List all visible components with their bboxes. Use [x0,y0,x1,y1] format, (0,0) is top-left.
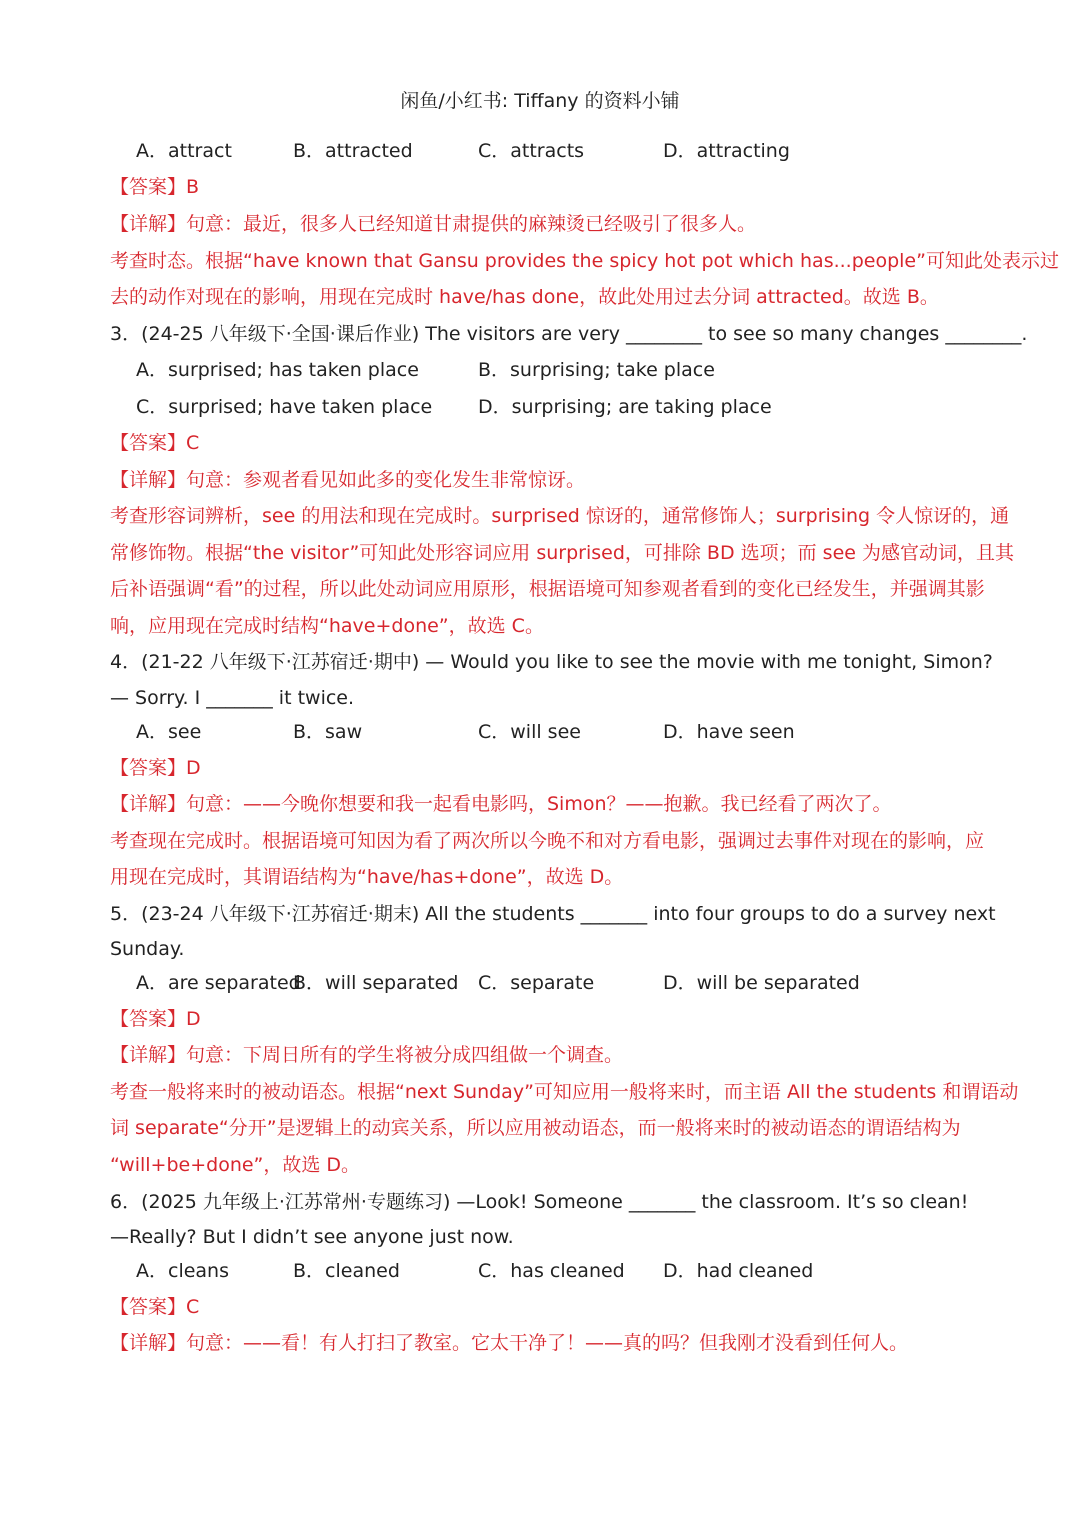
q5-explain-line: 词 separate“分开”是逻辑上的动宾关系，所以应用被动语态，而一般将来时的被动语态的谓语结构为 [110,1117,961,1139]
q2-answer: 【答案】B [110,176,200,198]
q5-detail: 【详解】句意：下周日所有的学生将被分成四组做一个调查。 [110,1044,624,1066]
q3-stem: 3．(24-25 八年级下·全国·课后作业) The visitors are very ________ to see so many changes ________. [110,323,1028,345]
q4-stem: 4．(21-22 八年级下·江苏宿迁·期中) — Would you like to see the movie with me tonight, Simon? [110,651,993,673]
q6-answer: 【答案】C [110,1296,200,1318]
page-header: 闲鱼/小红书: Tiffany 的资料小铺 [400,90,680,112]
q3-explain-line: 后补语强调“看”的过程，所以此处动词应用原形，根据语境可知参观者看到的变化已经发生，并强调其影 [110,578,985,600]
q6-option-d: D．had cleaned [663,1260,814,1282]
q6-option-c: C．has cleaned [478,1260,625,1282]
q5-stem: 5．(23-24 八年级下·江苏宿迁·期末) All the students _______ into four groups to do a survey next [110,903,996,925]
q2-option-d: D．attracting [663,140,790,162]
q5-answer: 【答案】D [110,1008,201,1030]
q5-option-d: D．will be separated [663,972,860,994]
q4-detail: 【详解】句意：——今晚你想要和我一起看电影吗，Simon？——抱歉。我已经看了两次了。 [110,793,892,815]
q6-stem-line2: —Really? But I didn’t see anyone just now. [110,1226,514,1248]
q6-stem: 6．(2025 九年级上·江苏常州·专题练习) —Look! Someone _______ the classroom. It’s so clean! [110,1191,969,1213]
q5-option-a: A．are separated [136,972,301,994]
q4-answer: 【答案】D [110,757,201,779]
q5-explain-line: “will+be+done”，故选 D。 [110,1154,361,1176]
q4-option-c: C．will see [478,721,581,743]
q5-stem-line2: Sunday. [110,938,185,960]
q6-option-a: A．cleans [136,1260,229,1282]
q3-explain-line: 考查形容词辨析，see 的用法和现在完成时。surprised 惊讶的，通常修饰人；surprising 令人惊讶的，通 [110,505,1010,527]
q4-explain-line: 考查现在完成时。根据语境可知因为看了两次所以今晚不和对方看电影，强调过去事件对现在的影响，应 [110,830,985,852]
q3-explain-line: 常修饰物。根据“the visitor”可知此处形容词应用 surprised，可排除 BD 选项；而 see 为感官动词，且其 [110,542,1014,564]
q2-detail: 【详解】句意：最近，很多人已经知道甘肃提供的麻辣烫已经吸引了很多人。 [110,213,757,235]
q6-option-b: B．cleaned [293,1260,400,1282]
q3-option-a: A．surprised; has taken place [136,359,419,381]
q5-option-b: B．will separated [293,972,459,994]
q4-explain-line: 用现在完成时，其谓语结构为“have/has+done”，故选 D。 [110,866,624,888]
q5-option-c: C．separate [478,972,595,994]
q3-option-c: C．surprised; have taken place [136,396,433,418]
q5-explain-line: 考查一般将来时的被动语态。根据“next Sunday”可知应用一般将来时，而主语 All the students 和谓语动 [110,1081,1019,1103]
q4-option-d: D．have seen [663,721,795,743]
q2-option-a: A．attract [136,140,232,162]
q3-option-d: D．surprising; are taking place [478,396,772,418]
q2-option-b: B．attracted [293,140,413,162]
q3-detail: 【详解】句意：参观者看见如此多的变化发生非常惊讶。 [110,469,586,491]
q3-option-b: B．surprising; take place [478,359,715,381]
q4-stem-line2: — Sorry. I _______ it twice. [110,687,355,709]
q2-option-c: C．attracts [478,140,585,162]
q4-option-a: A．see [136,721,202,743]
q4-option-b: B．saw [293,721,363,743]
q2-explain-line: 去的动作对现在的影响，用现在完成时 have/has done，故此处用过去分词 attracted。故选 B。 [110,286,939,308]
q6-detail: 【详解】句意：——看！有人打扫了教室。它太干净了！——真的吗？但我刚才没看到任何人。 [110,1332,909,1354]
q3-explain-line: 响，应用现在完成时结构“have+done”，故选 C。 [110,615,544,637]
q2-explain-line: 考查时态。根据“have known that Gansu provides the spicy hot pot which has...people”可知此处表示过 [110,250,1059,272]
q3-answer: 【答案】C [110,432,200,454]
